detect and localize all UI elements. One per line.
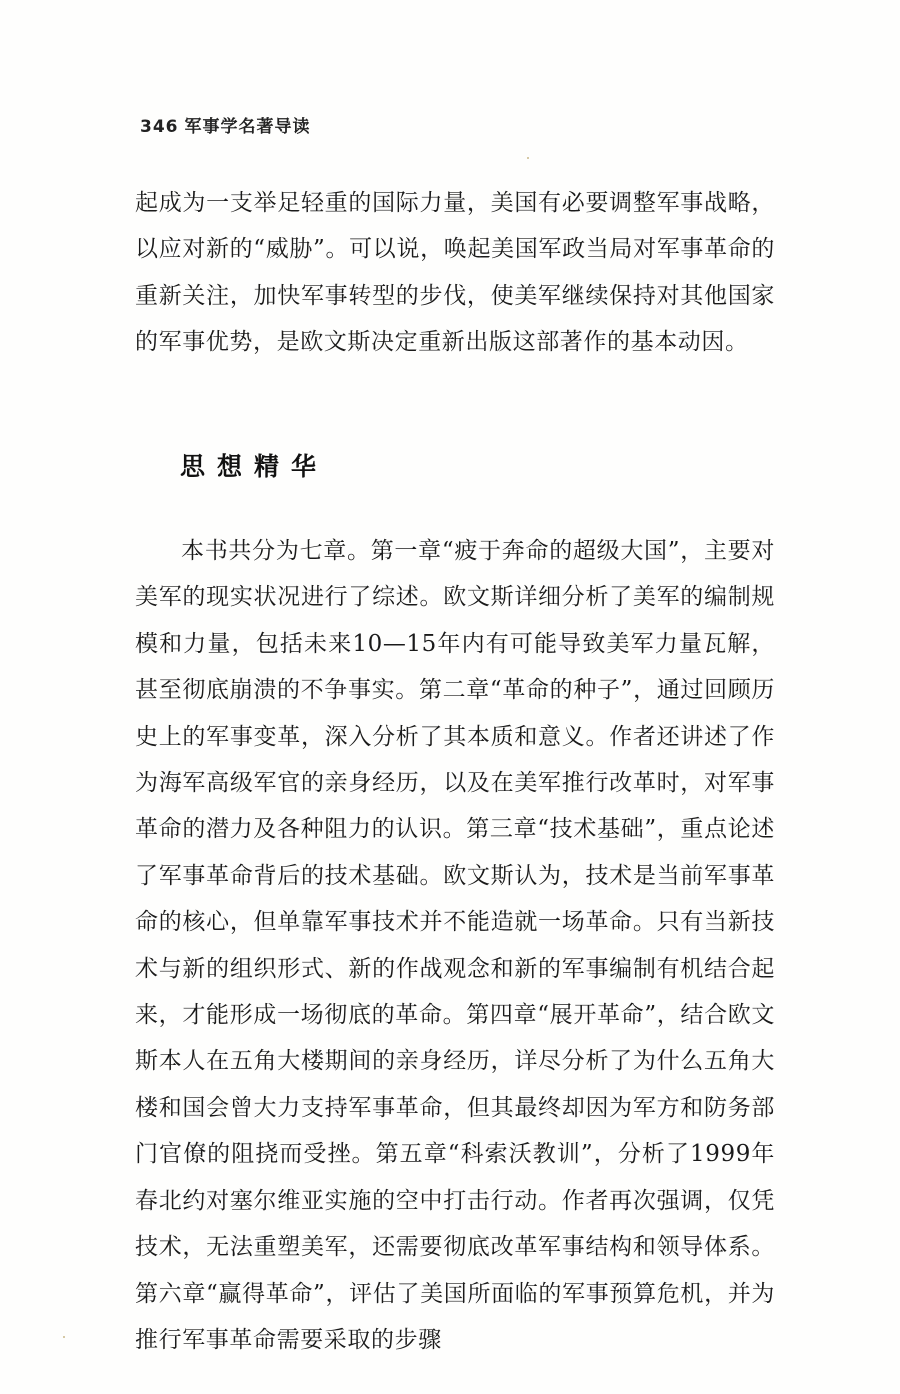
body-paragraph-1: 起成为一支举足轻重的国际力量，美国有必要调整军事战略，以应对新的“威胁”。可以说，唤起美国军政当局对军事革命的重新关注，加快军事转型的步伐，使美军继续保持对其他国家的军事优势，是欧文斯决定重新出版这部著作的基本动因。	[135, 190, 775, 356]
book-title: 军事学名著导读	[184, 117, 311, 137]
running-head	[140, 112, 311, 137]
page-number: 346	[140, 117, 179, 137]
paper-speck	[527, 157, 529, 159]
section-heading: 思想精华	[180, 452, 329, 481]
body-paragraph-2: 本书共分为七章。第一章“疲于奔命的超级大国”，主要对美军的现实状况进行了综述。欧文斯详细分析了美军的编制规模和力量，包括未来10—15年内有可能导致美军力量瓦解，甚至彻底崩溃的不争事实。第二章“革命的种子”，通过回顾历史上的军事变革，深入分析了其本质和意义。作者还讲述了作为海军高级军官的亲身经历，以及在美军推行改革时，对军事革命的潜力及各种阻力的认识。第三章“技术基础”，重点论述了军事革命背后的技术基础。欧文斯认为，技术是当前军事革命的核心，但单靠军事技术并不能造就一场革命。只有当新技术与新的组织形式、新的作战观念和新的军事编制有机结合起来，才能形成一场彻底的革命。第四章“展开革命”，结合欧文斯本人在五角大楼期间的亲身经历，详尽分析了为什么五角大楼和国会曾大力支持军事革命，但其最终却因为军方和防务部门官僚的阻挠而受挫。第五章“科索沃教训”，分析了1999年春北约对塞尔维亚实施的空中打击行动。作者再次强调，仅凭技术，无法重塑美军，还需要彻底改革军事结构和领导体系。第六章“赢得革命”，评估了美国所面临的军事预算危机，并为推行军事革命需要采取的步骤	[135, 538, 775, 1353]
paper-speck	[63, 1336, 65, 1338]
